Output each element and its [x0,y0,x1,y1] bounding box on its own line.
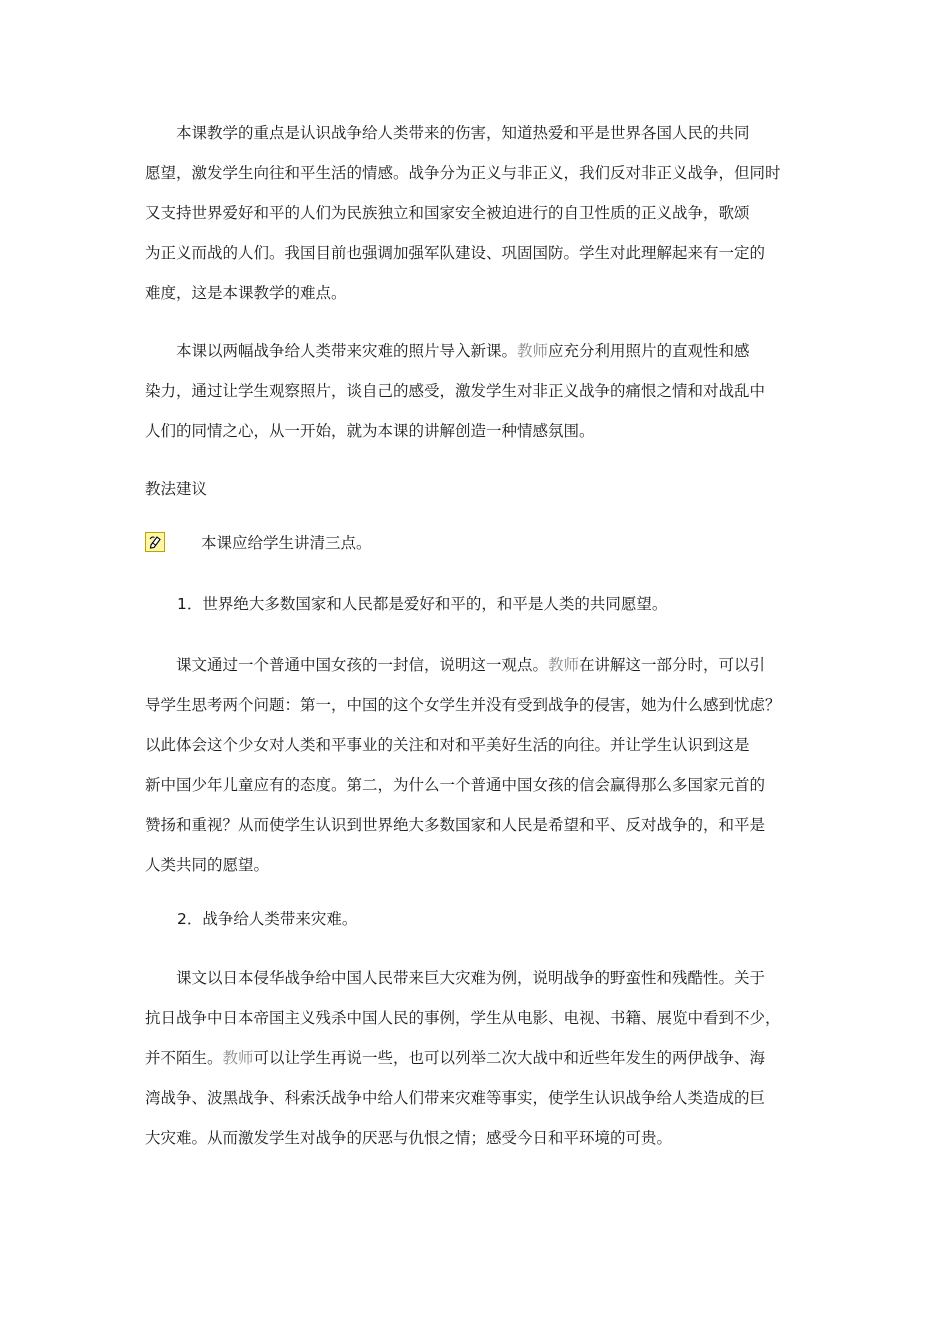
text-line: 湾战争、波黑战争、科索沃战争中给人们带来灾难等事实，使学生认识战争给人类造成的巨 [145,1089,766,1107]
point-text: 战争给人类带来灾难。 [202,910,358,928]
teacher-keyword: 教师 [517,342,549,360]
bullet-text: 本课应给学生讲清三点。 [201,534,372,552]
text-line: 导学生思考两个问题：第一，中国的这个女学生并没有受到战争的侵害，她为什么感到忧虑？ [145,696,781,714]
text-line: 本课教学的重点是认识战争给人类带来的伤害，知道热爱和平是世界各国人民的共同 [176,124,750,142]
paragraph-point-1-detail [145,645,820,885]
text-line [145,331,820,371]
text-line: 愿望，激发学生向往和平生活的情感。战争分为正义与非正义，我们反对非正义战争，但同时 [145,164,781,182]
paragraph-key-points [145,113,820,313]
text-line: 难度，这是本课教学的难点。 [145,284,347,302]
text-segment: 并不陌生。 [145,1049,223,1067]
text-line: 人类共同的愿望。 [145,856,270,874]
teacher-keyword: 教师 [222,1049,254,1067]
point-text: 世界绝大多数国家和人民都是爱好和平的，和平是人类的共同愿望。 [202,595,668,613]
text-line: 赞扬和重视？从而使学生认识到世界绝大多数国家和人民是希望和平、反对战争的，和平是 [145,816,766,834]
paragraph-point-2-detail [145,958,820,1158]
paragraph-lesson-intro [145,331,820,451]
text-line: 为正义而战的人们。我国目前也强调加强军队建设、巩固国防。学生对此理解起来有一定的 [145,244,766,262]
text-line [145,1038,820,1078]
text-line: 又支持世界爱好和平的人们为民族独立和国家安全被迫进行的自卫性质的正义战争，歌颂 [145,204,750,222]
teacher-keyword: 教师 [548,656,580,674]
text-segment: 可以让学生再说一些，也可以列举二次大战中和近些年发生的两伊战争、海 [253,1049,766,1067]
point-1 [177,584,667,624]
point-number: 2． [177,910,203,928]
text-line: 课文以日本侵华战争给中国人民带来巨大灾难为例，说明战争的野蛮性和残酷性。关于 [176,969,766,987]
text-line: 新中国少年儿童应有的态度。第二，为什么一个普通中国女孩的信会赢得那么多国家元首的 [145,776,766,794]
text-line: 以此体会这个少女对人类和平事业的关注和对和平美好生活的向往。并让学生认识到这是 [145,736,750,754]
bullet-row [145,527,372,557]
text-segment: 在讲解这一部分时，可以引 [579,656,766,674]
text-line [145,645,820,685]
pencil-note-icon [145,532,165,552]
text-segment: 课文通过一个普通中国女孩的一封信，说明这一观点。 [176,656,549,674]
text-line: 染力，通过让学生观察照片，谈自己的感受，激发学生对非正义战争的痛恨之情和对战乱中 [145,382,766,400]
point-2 [177,899,357,939]
point-number: 1． [177,595,203,613]
text-segment: 本课以两幅战争给人类带来灾难的照片导入新课。 [176,342,518,360]
section-heading: 教法建议 [145,480,208,498]
text-line: 抗日战争中日本帝国主义残杀中国人民的事例，学生从电影、电视、书籍、展览中看到不少， [145,1009,781,1027]
text-segment: 应充分利用照片的直观性和感 [548,342,750,360]
text-line: 大灾难。从而激发学生对战争的厌恶与仇恨之情；感受今日和平环境的可贵。 [145,1129,673,1147]
text-line: 人们的同情之心，从一开始，就为本课的讲解创造一种情感氛围。 [145,422,595,440]
